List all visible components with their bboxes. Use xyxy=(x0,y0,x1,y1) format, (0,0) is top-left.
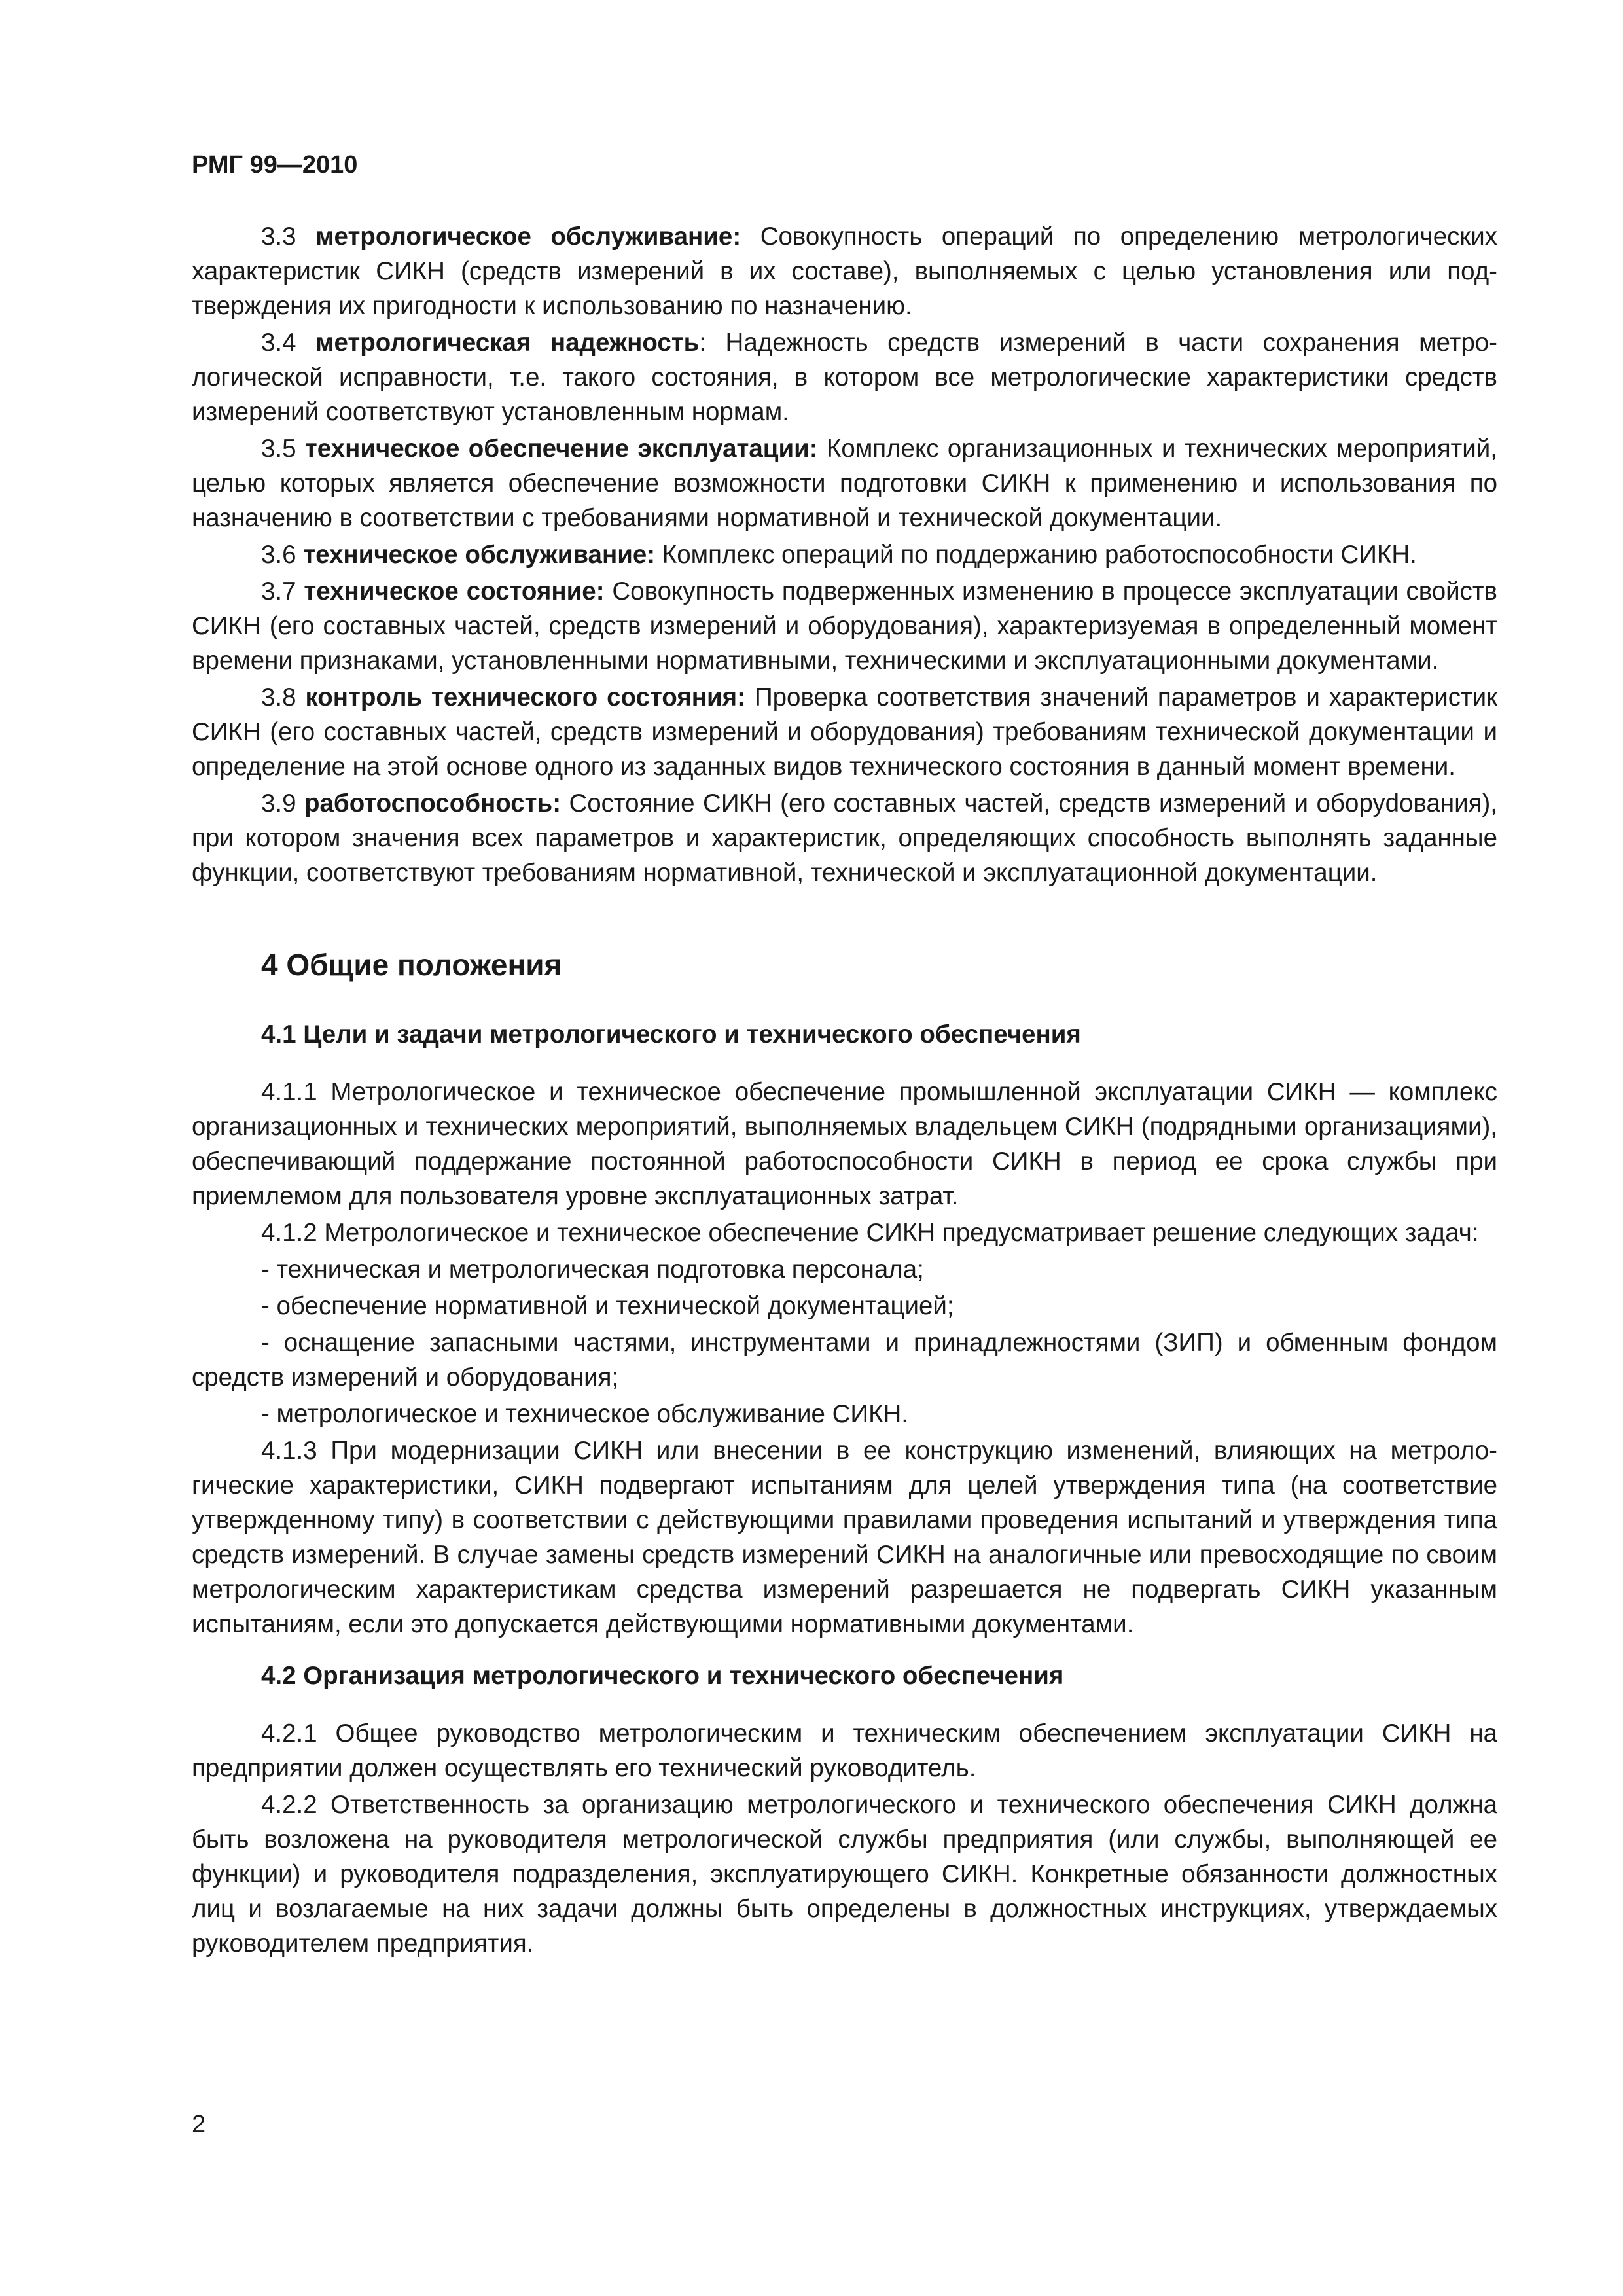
term-name: метрологическое обслуживание: xyxy=(315,223,741,251)
term-definition: : Надежность средств измерений в части сохранения метрологической исправности, т.е. такого состояния, в котором все метрологические характеристики средств измерений соответствуют установленным нормам. xyxy=(192,329,1497,426)
page-number: 2 xyxy=(192,2111,206,2138)
term-3-6 xyxy=(192,537,1497,572)
paragraph-4-1-1: 4.1.1 Метрологическое и техническое обеспечение промышленной эксплуатации СИКН — комплекс организационных и технических мероприятий, выполняемых владельцем СИКН (подрядными организациями), обеспечивающий поддержание постоянной работоспособности СИКН в период ее срока службы при приемлемом для пользователя уровне эксплуатационных затрат. xyxy=(192,1078,1497,1210)
term-3-3 xyxy=(192,219,1497,323)
term-3-5 xyxy=(192,431,1497,535)
term-definition: Совокупность операций по определению метрологических характеристик СИКН (средств измерений в их составе), выполняемых с целью установления или подтверждения их пригодности к использованию по назначению. xyxy=(192,223,1498,320)
term-3-8 xyxy=(192,680,1497,784)
term-3-9 xyxy=(192,786,1497,890)
term-definition: Состояние СИКН (его составных частей, средств измерений и оборуdования), при котором значения всех параметров и характеристик, определяющих способность выполнять заданные функции, соответствуют требованиям нормативной, технической и эксплуатационной документации. xyxy=(192,789,1497,887)
term-definition: Совокупность подверженных изменению в процессе эксплуатации свойств СИКН (его составных частей, средств измерений и оборудования), характеризуемая в определенный момент времени признаками, установленными нормативными, техническими и эксплуатационными документами. xyxy=(192,577,1497,675)
term-name: контроль технического состояния: xyxy=(305,683,745,711)
term-number: 3.3 xyxy=(261,223,296,251)
document-code: РМГ 99—2010 xyxy=(192,151,358,179)
document-body xyxy=(192,219,1497,1963)
term-name: техническое обеспечение эксплуатации: xyxy=(304,435,818,463)
paragraph-4-2-1: 4.2.1 Общее руководство метрологическим и техническим обеспечением эксплуатации СИКН на предприятии должен осуществлять его технический руководитель. xyxy=(192,1719,1497,1782)
term-number: 3.9 xyxy=(261,789,296,817)
paragraph-4-1-3: 4.1.3 При модернизации СИКН или внесении в ее конструкцию изменений, влияющих на метрологические характеристики, СИКН подвергают испытаниям для целей утверждения типа (на соответствие утвержденному типу) в соответствии с действующими правилами проведения испытаний и утверждения типа средств измерений. В случае замены средств измерений СИКН на аналогичные или превосходящие по своим метрологическим характеристикам средства измерений разрешается не подвергать СИКН указанным испытаниям, если это допускается действующими нормативными документами. xyxy=(192,1437,1497,1638)
term-name: метрологическая надежность xyxy=(315,329,700,357)
term-3-4 xyxy=(192,325,1497,429)
paragraph-4-1-2: 4.1.2 Метрологическое и техническое обеспечение СИКН предусматривает решение следующих задач: xyxy=(261,1219,1479,1247)
term-name: работоспособность: xyxy=(304,789,562,817)
term-number: 3.7 xyxy=(261,577,296,605)
term-name: техническое состояние: xyxy=(304,577,605,605)
paragraph-4-2-2: 4.2.2 Ответственность за организацию метрологического и технического обеспечения СИКН должна быть возложена на руководителя метрологической службы предприятия (или службы, выполняющей ее функции) и руководителя подразделения, эксплуатирующего СИКН. Конкретные обязанности должностных лиц и возлагаемые на них задачи должны быть определены в должностных инструкциях, утверждаемых руководителем предприятия. xyxy=(192,1791,1497,1958)
list-item: - оснащение запасными частями, инструментами и принадлежностями (ЗИП) и обменным фондом средств измерений и оборудования; xyxy=(192,1329,1497,1391)
term-definition: Проверка соответствия значений параметров и характеристик СИКН (его составных частей, средств измерений и оборудования) требованиям технической документации и определение на этой основе одного из заданных видов технического состояния в данный момент времени. xyxy=(192,683,1497,781)
list-item: - обеспечение нормативной и технической документацией; xyxy=(261,1292,954,1320)
term-number: 3.6 xyxy=(261,541,296,569)
list-item: - техническая и метрологическая подготовка персонала; xyxy=(261,1255,924,1283)
term-3-7 xyxy=(192,574,1497,678)
term-definition: Комплекс организационных и технических мероприятий, целью которых является обеспечение возможности подготовки СИКН к применению и использования по назначению в соответствии с требованиями нормативной и технической документации. xyxy=(192,435,1498,532)
list-item: - метрологическое и техническое обслуживание СИКН. xyxy=(261,1400,909,1428)
term-number: 3.8 xyxy=(261,683,296,711)
term-definition: Комплекс операций по поддержанию работоспособности СИКН. xyxy=(655,541,1417,569)
term-number: 3.4 xyxy=(261,329,296,357)
subsection-heading: 4.1 Цели и задачи метрологического и технического обеспечения xyxy=(261,1020,1081,1049)
subsection-heading: 4.2 Организация метрологического и технического обеспечения xyxy=(261,1662,1064,1690)
term-number: 3.5 xyxy=(261,435,296,463)
term-name: техническое обслуживание: xyxy=(303,541,656,569)
section-heading: 4 Общие положения xyxy=(261,948,562,982)
